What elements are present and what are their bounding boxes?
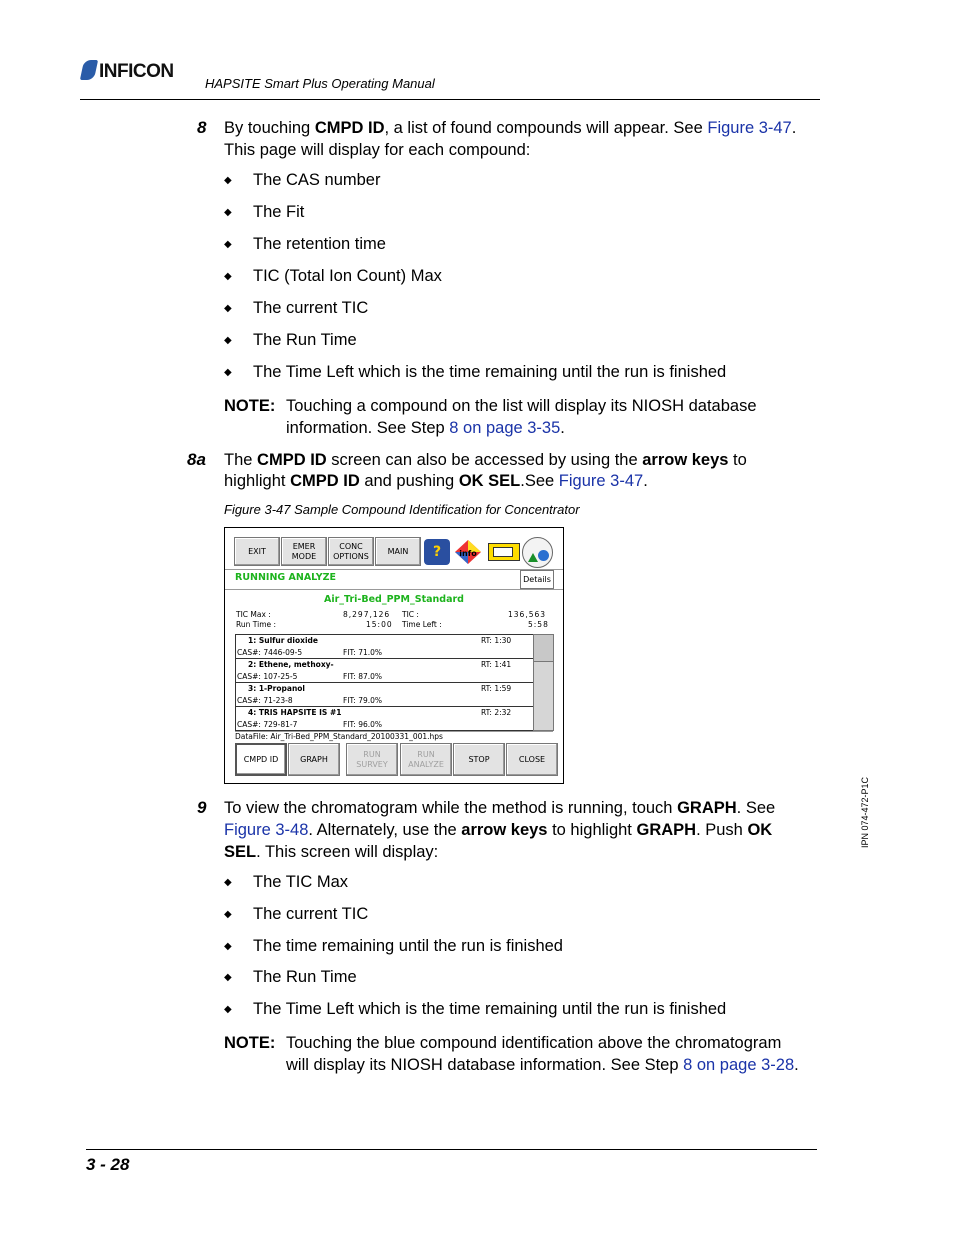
note-label: NOTE: — [224, 397, 276, 415]
bullet-text: The time remaining until the run is finished — [253, 936, 563, 955]
bullet-item — [224, 203, 784, 223]
bullet-item — [224, 331, 784, 351]
tic-value: 136,563 — [508, 610, 547, 619]
bullet-diamond-icon: ◆ — [224, 303, 232, 314]
figure-link[interactable]: Figure 3-48 — [224, 821, 309, 839]
list-scrollbar[interactable] — [533, 634, 554, 731]
stop-button[interactable]: STOP — [453, 743, 505, 776]
step-9-line-1: To view the chromatogram while the method is running, touch GRAPH. See — [224, 799, 776, 817]
bullet-diamond-icon: ◆ — [224, 239, 232, 250]
network-status-icon[interactable] — [522, 537, 553, 568]
bullet-item — [224, 299, 784, 319]
figure-link[interactable]: Figure 3-47 — [707, 119, 792, 137]
bullet-text: The Time Left which is the time remaining until the run is finished — [253, 1000, 727, 1019]
close-button[interactable]: CLOSE — [506, 743, 558, 776]
note-label: NOTE: — [224, 1034, 276, 1052]
battery-icon — [488, 543, 520, 561]
bullet-text: TIC (Total Ion Count) Max — [253, 267, 442, 285]
document-title: HAPSITE Smart Plus Operating Manual — [205, 76, 435, 91]
bullet-diamond-icon: ◆ — [224, 207, 232, 218]
bullet-diamond-icon: ◆ — [224, 1004, 232, 1016]
header-rule — [80, 99, 820, 100]
bullet-diamond-icon: ◆ — [224, 335, 232, 346]
bullet-diamond-icon: ◆ — [224, 367, 232, 378]
bullet-item — [224, 171, 784, 191]
bullet-diamond-icon: ◆ — [224, 940, 232, 952]
cmpd-id-button[interactable]: CMPD ID — [235, 743, 287, 776]
time-left-label: Time Left : — [402, 620, 442, 629]
bullet-item — [224, 937, 784, 957]
step-9-line-3: SEL. This screen will display: — [224, 843, 439, 861]
device-screen — [224, 527, 564, 784]
bullet-item — [224, 1000, 784, 1020]
bullet-text: The current TIC — [253, 904, 369, 923]
bullet-item — [224, 905, 784, 925]
bullet-item — [224, 267, 784, 287]
emer-mode-button[interactable]: EMER MODE — [281, 537, 327, 566]
figure-link[interactable]: Figure 3-47 — [558, 472, 644, 490]
bullet-text: The retention time — [253, 235, 386, 253]
note-text-line-1: Touching the blue compound identification above the chromatogram — [286, 1034, 782, 1052]
compound-row[interactable]: 2: Ethene, methoxy- RT: 1:41 CAS#: 107-25-5 FIT: 87.0% — [235, 658, 535, 683]
bullet-item — [224, 968, 784, 988]
figure-caption: Figure 3-47 Sample Compound Identification for Concentrator — [224, 502, 580, 517]
inficon-logo-mark — [80, 60, 98, 80]
tic-max-label: TIC Max : — [236, 610, 271, 619]
bullet-text: The Time Left which is the time remaining until the run is finished — [253, 363, 727, 381]
tic-max-value: 8,297,126 — [343, 610, 391, 619]
info-hazard-icon[interactable] — [454, 539, 482, 565]
run-analyze-button[interactable]: RUN ANALYZE — [400, 743, 452, 776]
bullet-diamond-icon: ◆ — [224, 908, 232, 920]
step-number: 8a — [187, 450, 206, 469]
footer-rule — [86, 1149, 817, 1150]
status-label: RUNNING ANALYZE — [235, 572, 337, 583]
time-left-value: 5:58 — [528, 620, 549, 629]
conc-options-button[interactable]: CONC OPTIONS — [328, 537, 374, 566]
step-number: 8 — [197, 118, 207, 137]
datafile-label: DataFile: Air_Tri-Bed_PPM_Standard_20100331_001.hps — [235, 731, 553, 742]
document-code: IPN 074-472-P1C — [860, 776, 870, 848]
bullet-text: The CAS number — [253, 171, 381, 189]
bullet-text: The Run Time — [253, 331, 357, 349]
scrollbar-thumb[interactable] — [534, 635, 553, 662]
divider — [225, 589, 563, 590]
run-survey-button[interactable]: RUN SURVEY — [346, 743, 398, 776]
step-8-line-2: This page will display for each compound: — [224, 141, 531, 159]
graph-button[interactable]: GRAPH — [288, 743, 340, 776]
run-time-label: Run Time : — [236, 620, 277, 629]
bullet-text: The Fit — [253, 203, 305, 221]
bullet-item — [224, 235, 784, 255]
step-8a-line-1: The CMPD ID screen can also be accessed by using the arrow keys to — [224, 451, 747, 469]
main-button[interactable]: MAIN — [375, 537, 421, 566]
page-number: 3 - 28 — [86, 1155, 130, 1174]
inficon-logo: INFICON — [82, 60, 174, 83]
step-8a-line-2: highlight CMPD ID and pushing OK SEL.See Figure 3-47. — [224, 472, 648, 490]
method-name: Air_Tri-Bed_PPM_Standard — [324, 594, 464, 605]
compound-row[interactable]: 4: TRIS HAPSITE IS #1 RT: 2:32 CAS#: 729-81-7 FIT: 96.0% — [235, 706, 535, 731]
bullet-diamond-icon: ◆ — [224, 972, 232, 984]
bullet-item — [224, 363, 784, 383]
step-9-line-2: Figure 3-48. Alternately, use the arrow keys to highlight GRAPH. Push OK — [224, 821, 773, 839]
tic-label: TIC : — [402, 610, 419, 619]
details-button[interactable]: Details — [520, 570, 554, 589]
bullet-diamond-icon: ◆ — [224, 271, 232, 282]
compound-row[interactable]: 3: 1-Propanol RT: 1:59 CAS#: 71-23-8 FIT: 79.0% — [235, 682, 535, 707]
bullet-text: The current TIC — [253, 299, 369, 317]
help-icon[interactable]: ? — [424, 539, 450, 565]
compound-row[interactable]: 1: Sulfur dioxide RT: 1:30 CAS#: 7446-09-5 FIT: 71.0% — [235, 634, 535, 659]
bullet-item — [224, 873, 784, 893]
page-link[interactable]: 8 on page 3-35 — [449, 419, 561, 437]
bullet-diamond-icon: ◆ — [224, 877, 232, 888]
divider — [225, 569, 563, 570]
bullet-diamond-icon: ◆ — [224, 175, 232, 186]
step-number: 9 — [197, 798, 207, 817]
note-text-line-2: information. See Step 8 on page 3-35. — [286, 419, 565, 437]
exit-button[interactable]: EXIT — [234, 537, 280, 566]
step-8-line-1: By touching CMPD ID, a list of found compounds will appear. See Figure 3-47. — [224, 119, 797, 137]
bullet-text: The Run Time — [253, 968, 357, 987]
svg-text:info: info — [459, 549, 477, 558]
note-text-line-1: Touching a compound on the list will display its NIOSH database — [286, 397, 757, 415]
run-time-value: 15:00 — [366, 620, 393, 629]
bullet-text: The TIC Max — [253, 873, 349, 891]
page-link[interactable]: 8 on page 3-28 — [683, 1056, 795, 1074]
note-text-line-2: will display its NIOSH database information. See Step 8 on page 3-28. — [286, 1056, 799, 1074]
